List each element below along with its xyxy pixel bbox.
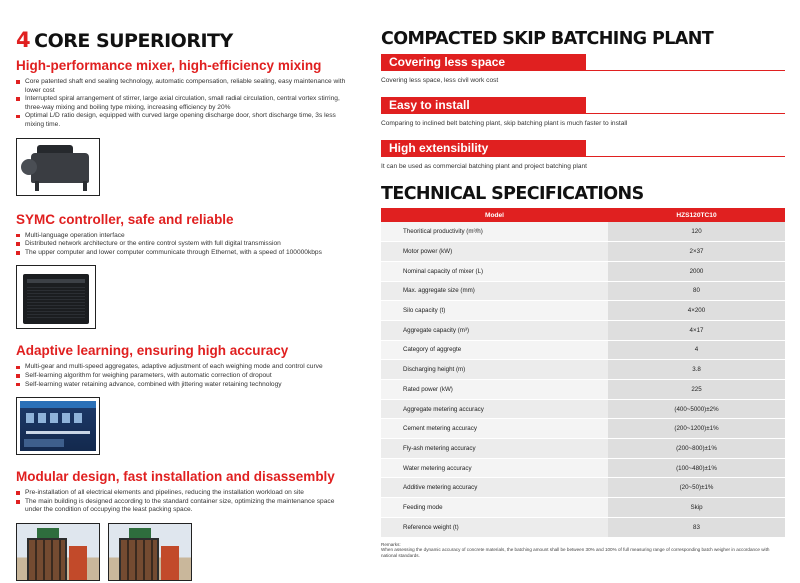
- title-text: CORE SUPERIORITY: [34, 30, 233, 52]
- spec-key: Additive metering accuracy: [381, 478, 608, 498]
- spec-table: [381, 208, 785, 538]
- spec-value: 225: [608, 380, 785, 400]
- feature-desc: Comparing to inclined belt batching plant, skip batching plant is much faster to install: [381, 120, 628, 127]
- bullet-item: The main building is designed according to the standard container size, optimizing the maintenance space under the condition of occupying the least packing space.: [16, 498, 346, 515]
- feature-label: High extensibility: [389, 141, 489, 155]
- feature-banner: [381, 54, 586, 70]
- bullet-item: Pre-installation of all electrical elements and pipelines, reducing the installation workload on site: [16, 489, 346, 498]
- section-heading: High-performance mixer, high-efficiency mixing: [16, 58, 322, 73]
- spec-value: 80: [608, 281, 785, 301]
- compacted-plant-title: COMPACTED SKIP BATCHING PLANT: [381, 29, 714, 49]
- spec-value: (100~480)±1%: [608, 458, 785, 478]
- bullet-item: Distributed network architecture or the entire control system with full digital transmission: [16, 240, 346, 249]
- right-column: [381, 28, 785, 558]
- section-adaptive: [16, 343, 346, 455]
- feature-covering: [381, 54, 785, 84]
- spec-value: 120: [608, 222, 785, 242]
- feature-banner: [381, 97, 586, 113]
- feature-label: Covering less space: [389, 55, 506, 69]
- remarks-label: Remarks:: [381, 541, 401, 547]
- bullet-item: Self-learning algorithm for weighing parameters, with automatic correction of dropout: [16, 372, 346, 381]
- spec-key: Cement metering accuracy: [381, 419, 608, 439]
- spec-key: Aggregate capacity (m³): [381, 320, 608, 340]
- table-row: [381, 281, 785, 301]
- section-controller: [16, 212, 346, 330]
- software-screen-image: [16, 397, 100, 455]
- table-row: [381, 360, 785, 380]
- bullet-item: Interrupted spiral arrangement of stirrer, large axial circulation, small radial circulation, central vortex stirring, three-way mixing and boiling type mixing, increasing efficiency by 20%: [16, 95, 346, 112]
- core-superiority-title: [16, 28, 346, 52]
- table-row: [381, 222, 785, 242]
- spec-value: (200~800)±1%: [608, 439, 785, 459]
- spec-value: 83: [608, 517, 785, 537]
- spec-value: Skip: [608, 498, 785, 518]
- table-row: [381, 439, 785, 459]
- controller-image: [16, 265, 96, 329]
- tech-spec-title: TECHNICAL SPECIFICATIONS: [381, 184, 644, 204]
- section-heading: Adaptive learning, ensuring high accuracy: [16, 343, 289, 359]
- bullet-list: [16, 363, 346, 389]
- table-row: [381, 458, 785, 478]
- spec-key: Category of aggregte: [381, 340, 608, 360]
- remarks: [381, 542, 785, 559]
- table-row: [381, 242, 785, 262]
- column-header: Model: [381, 208, 608, 222]
- bullet-item: Multi-language operation interface: [16, 232, 346, 241]
- table-row: [381, 419, 785, 439]
- spec-value: (200~1200)±1%: [608, 419, 785, 439]
- table-row: [381, 478, 785, 498]
- feature-banner: [381, 140, 586, 156]
- spec-value: 2000: [608, 261, 785, 281]
- spec-value: 4: [608, 340, 785, 360]
- bullet-item: Multi-gear and multi-speed aggregates, adaptive adjustment of each weighing mode and control curve: [16, 363, 346, 372]
- spec-key: Motor power (kW): [381, 242, 608, 262]
- bullet-item: The upper computer and lower computer communicate through Ethernet, with a speed of 100000kbps: [16, 249, 346, 258]
- mixer-image: [16, 138, 100, 196]
- table-row: [381, 261, 785, 281]
- table-row: [381, 301, 785, 321]
- table-row: [381, 517, 785, 537]
- spec-value: (400~5000)±2%: [608, 399, 785, 419]
- spec-key: Aggregate metering accuracy: [381, 399, 608, 419]
- feature-extensibility: [381, 140, 785, 170]
- spec-key: Nominal capacity of mixer (L): [381, 261, 608, 281]
- feature-desc: Covering less space, less civil work cost: [381, 77, 499, 84]
- table-header-row: [381, 208, 785, 222]
- left-column: [16, 28, 346, 581]
- spec-value: (20~50)±1%: [608, 478, 785, 498]
- table-row: [381, 320, 785, 340]
- spec-value: 3.8: [608, 360, 785, 380]
- spec-key: Discharging height (m): [381, 360, 608, 380]
- bullet-item: Optimal L/D ratio design, equipped with curved large opening discharge door, short discharge time, 3s less mixing time.: [16, 112, 346, 129]
- plant-image-2: [108, 523, 192, 581]
- spec-value: 4×17: [608, 320, 785, 340]
- feature-label: Easy to install: [389, 98, 470, 112]
- spec-key: Rated power (kW): [381, 380, 608, 400]
- spec-key: Theoritical productivity (m³/h): [381, 222, 608, 242]
- section-heading: SYMC controller, safe and reliable: [16, 211, 234, 227]
- table-row: [381, 340, 785, 360]
- bullet-list: [16, 78, 346, 130]
- section-modular: [16, 469, 346, 581]
- spec-key: Max. aggregate size (mm): [381, 281, 608, 301]
- table-row: [381, 380, 785, 400]
- spec-key: Feeding mode: [381, 498, 608, 518]
- spec-key: Reference weight (t): [381, 517, 608, 537]
- spec-value: 2×37: [608, 242, 785, 262]
- feature-install: [381, 97, 785, 127]
- plant-image-1: [16, 523, 100, 581]
- bullet-item: Core patented shaft end sealing technology, automatic compensation, reliable sealing, easy maintenance with lower cost: [16, 78, 346, 95]
- spec-key: Fly-ash metering accuracy: [381, 439, 608, 459]
- section-heading: Modular design, fast installation and disassembly: [16, 469, 335, 485]
- spec-key: Water metering accuracy: [381, 458, 608, 478]
- bullet-item: Self-learning water retaining advance, combined with jittering water retaining technology: [16, 381, 346, 390]
- section-mixer: [16, 58, 346, 196]
- table-row: [381, 399, 785, 419]
- spec-key: Silo capacity (t): [381, 301, 608, 321]
- table-row: [381, 498, 785, 518]
- column-header: HZS120TC10: [608, 208, 785, 222]
- title-number: 4: [16, 28, 31, 52]
- bullet-list: [16, 489, 346, 515]
- feature-desc: It can be used as commercial batching plant and project batching plant: [381, 163, 587, 170]
- remarks-text: When assessing the dynamic accuracy of concrete materials, the batching amount shall be between 30% and 100% of full measuring range of corresponding batch weigher in accordance with national standards.: [381, 547, 770, 558]
- bullet-list: [16, 232, 346, 258]
- spec-value: 4×200: [608, 301, 785, 321]
